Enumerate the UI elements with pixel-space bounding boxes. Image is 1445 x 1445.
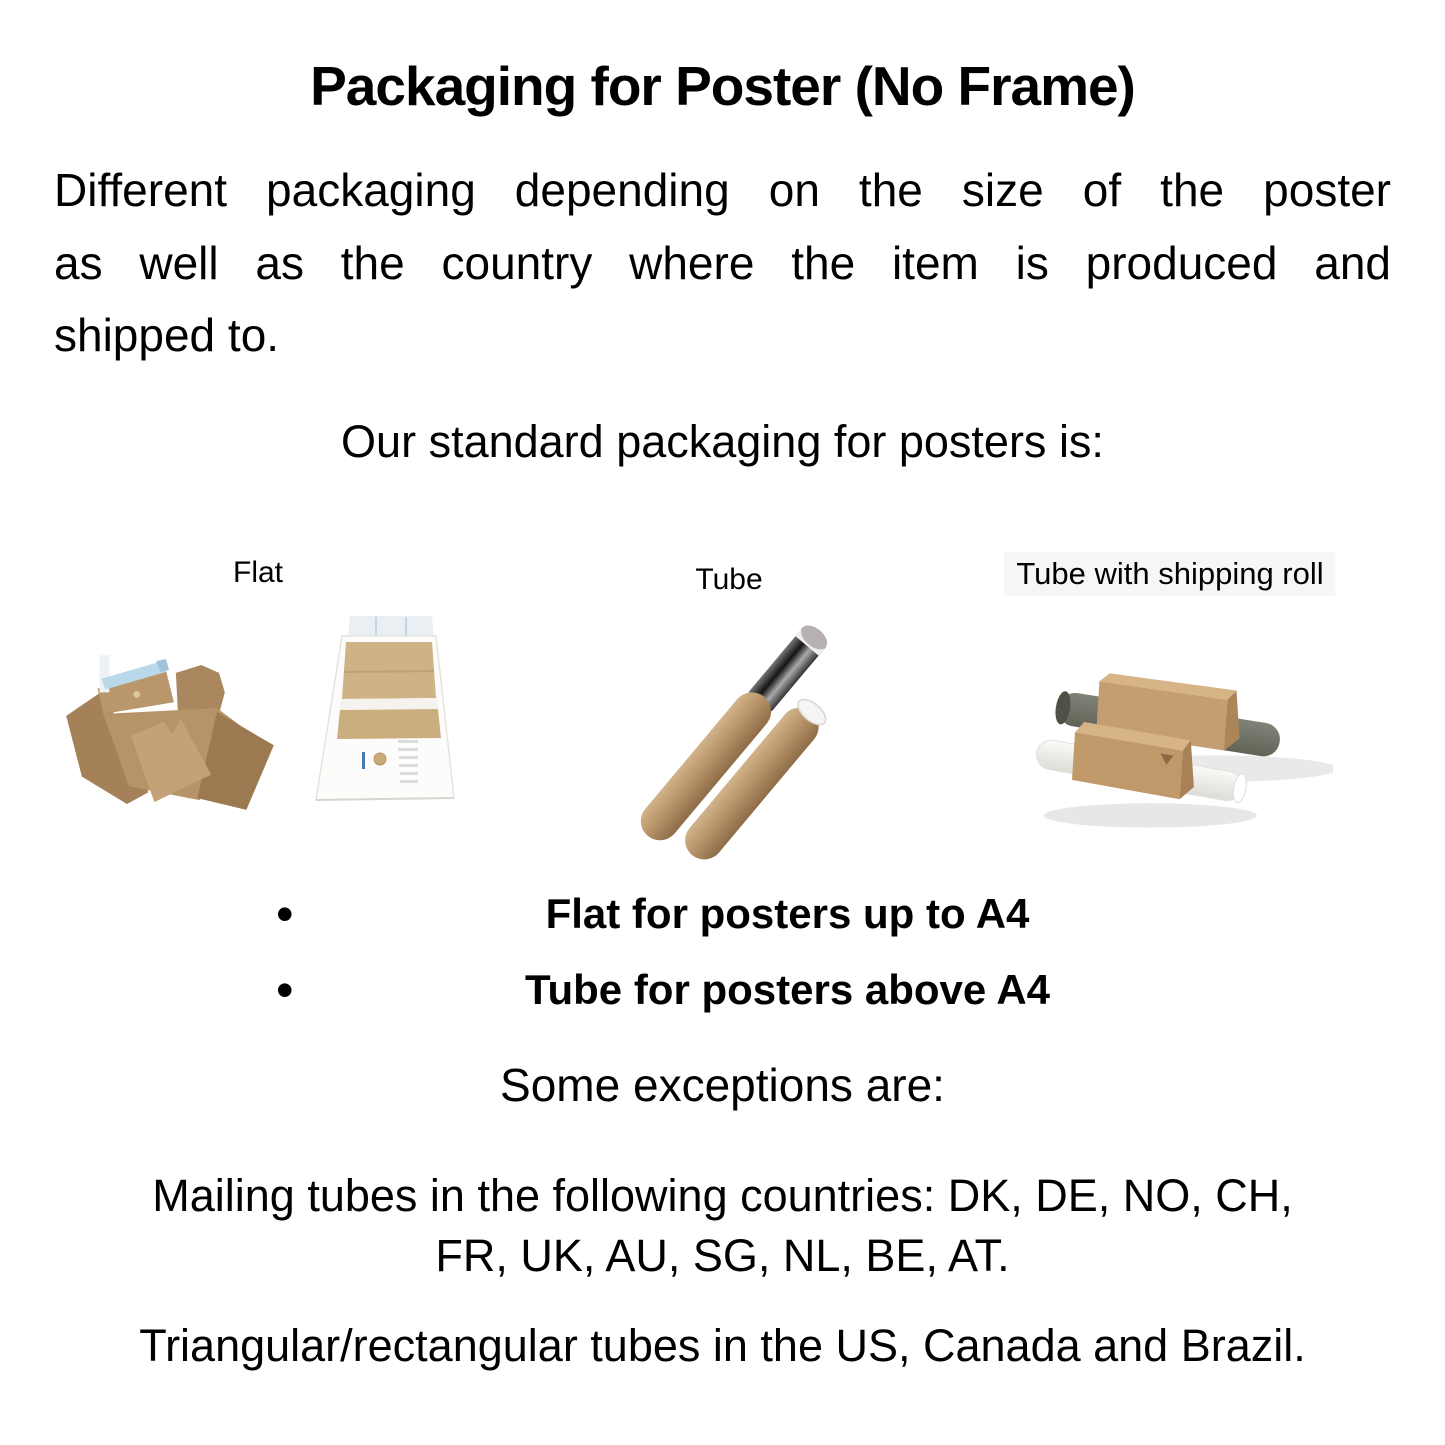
- intro-line-1: Different packaging depending on the size of the poster: [54, 164, 1391, 216]
- mailing-tubes-line-1: Mailing tubes in the following countries: DK, DE, NO, CH,: [152, 1170, 1293, 1222]
- bullet-icon: •: [276, 962, 294, 1019]
- triangular-tubes-note: Triangular/rectangular tubes in the US, Canada and Brazil.: [139, 1319, 1306, 1371]
- list-item: [0, 876, 1445, 952]
- bullet-tube-rule: Tube for posters above A4: [524, 966, 1051, 1014]
- label-flat: Flat: [232, 556, 284, 590]
- exceptions-heading: Some exceptions are:: [500, 1059, 945, 1112]
- page-title: Packaging for Poster (No Frame): [310, 55, 1135, 117]
- label-tube-with-shipping-roll: Tube with shipping roll: [1004, 552, 1335, 596]
- tube-with-shipping-roll-image: [1008, 650, 1333, 855]
- flat-unfolded-mailer-image: [296, 602, 496, 842]
- packaging-figure: [0, 550, 1445, 868]
- intro-line-2: as well as the country where the item is produced and: [54, 236, 1391, 289]
- standard-packaging-heading: Our standard packaging for posters is:: [341, 416, 1104, 468]
- bullet-flat-rule: Flat for posters up to A4: [545, 890, 1030, 938]
- mailing-tubes-image: [628, 608, 893, 860]
- intro-paragraph: [54, 154, 1391, 372]
- packaging-rules-list: [0, 876, 1445, 1028]
- intro-line-3: shipped to.: [54, 309, 280, 362]
- flat-open-mailer-image: [50, 618, 290, 853]
- mailing-tubes-line-2: FR, UK, AU, SG, NL, BE, AT.: [435, 1229, 1010, 1281]
- bullet-icon: •: [276, 886, 294, 943]
- mailing-tubes-note: [0, 1166, 1445, 1286]
- label-tube: Tube: [695, 563, 763, 597]
- list-item: [0, 952, 1445, 1028]
